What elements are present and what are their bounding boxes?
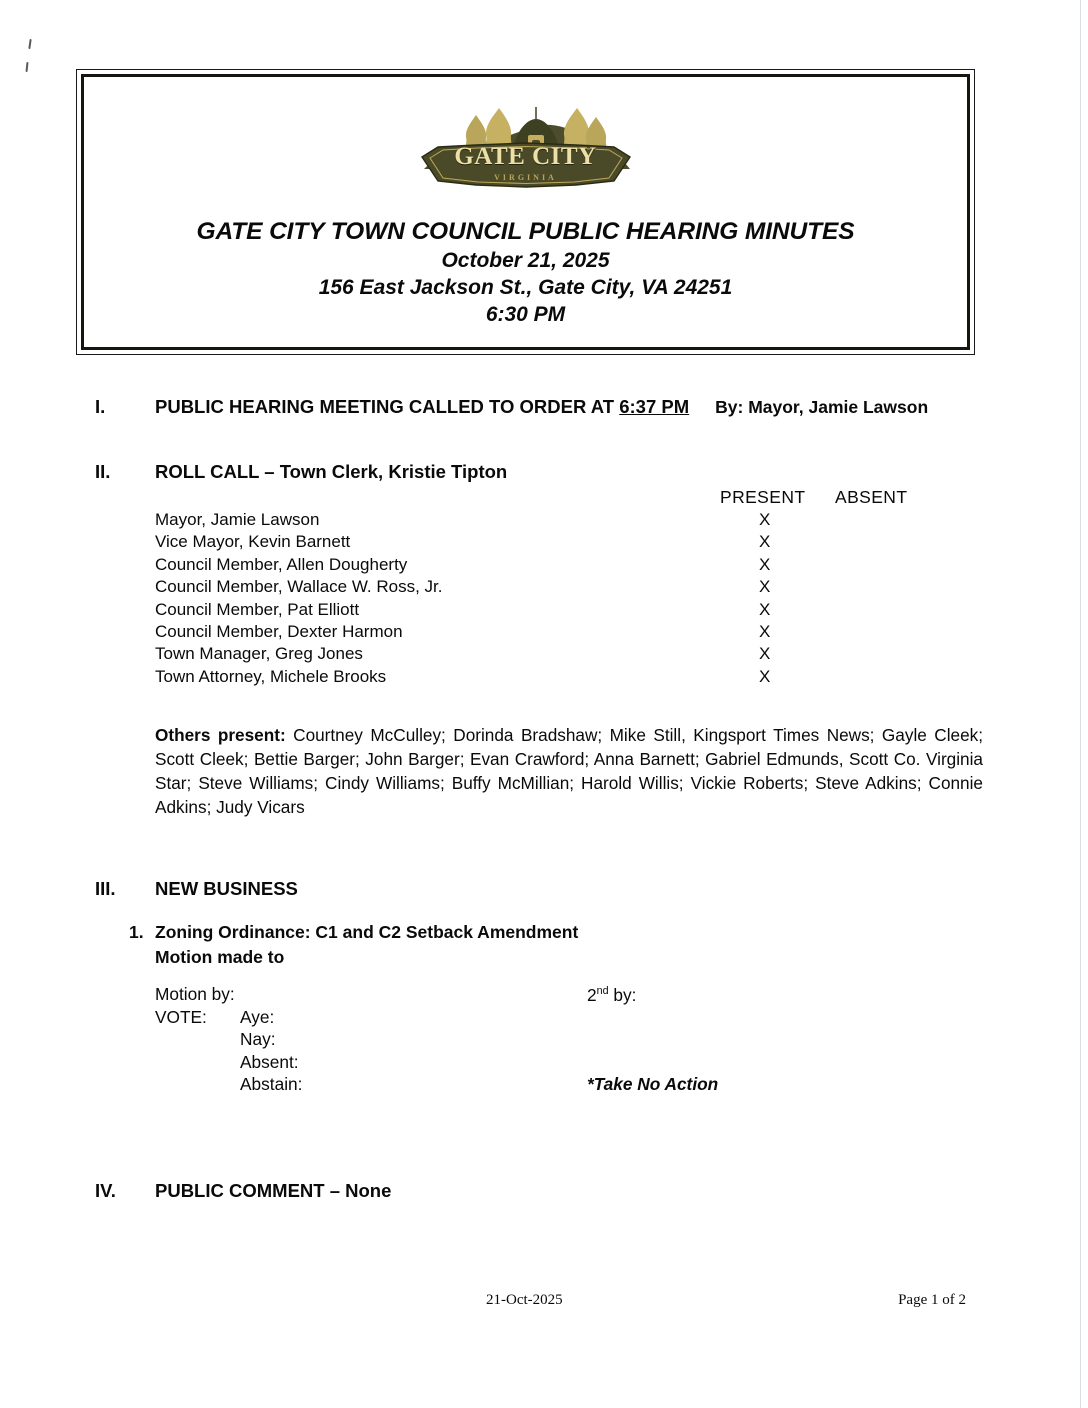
footer-date: 21-Oct-2025 xyxy=(486,1292,563,1308)
column-header-absent: ABSENT xyxy=(835,487,908,507)
logo-wordmark: GATE CITY xyxy=(454,143,597,170)
roll-call-present-mark: X xyxy=(759,666,771,686)
others-present-names: Courtney McCulley; Dorinda Bradshaw; Mike Still, Kingsport Times News; Gayle Cleek; Scott Cleek; Bettie Barger; John Barger; Evan Crawford; Anna Barnett; Gabriel Edmunds, Scott Co. Virginia Star; Steve Williams; Cindy Williams; Buffy McMillian; Harold Willis; Vickie Roberts; Steve Adkins; Connie Adkins; Judy Vicars xyxy=(155,725,984,818)
second-by-number: 2 xyxy=(587,984,597,1005)
meeting-time: 6:30 PM xyxy=(485,303,566,327)
roll-call-name: Council Member, Dexter Harmon xyxy=(155,621,403,641)
table-row xyxy=(155,644,965,666)
roll-call-name: Council Member, Allen Dougherty xyxy=(155,554,408,574)
town-logo xyxy=(84,95,967,199)
roll-call-present-mark: X xyxy=(759,599,771,619)
called-to-order-byline: By: Mayor, Jamie Lawson xyxy=(715,397,929,417)
vote-absent-row xyxy=(155,1051,855,1077)
roll-call-name: Mayor, Jamie Lawson xyxy=(155,510,320,529)
vote-abstain-label: Abstain: xyxy=(240,1074,303,1094)
section-3-heading: NEW BUSINESS xyxy=(155,878,298,899)
section-numeral-4: IV. xyxy=(95,1180,116,1201)
section-2-heading: ROLL CALL – Town Clerk, Kristie Tipton xyxy=(155,461,508,482)
section-4-heading: PUBLIC COMMENT – None xyxy=(155,1180,392,1201)
vote-block xyxy=(155,986,855,1099)
vote-aye-label: Aye: xyxy=(240,1006,275,1027)
table-row xyxy=(155,622,965,644)
table-row xyxy=(155,600,965,622)
second-by-ordinal-suffix: nd xyxy=(596,985,609,997)
roll-call-name: Council Member, Wallace W. Ross, Jr. xyxy=(155,577,443,597)
new-business-item-index: 1. xyxy=(129,922,144,942)
table-row xyxy=(155,577,965,599)
second-by-text: by: xyxy=(608,984,637,1005)
motion-by-row xyxy=(155,986,855,1009)
roll-call-name: Town Manager, Greg Jones xyxy=(155,644,363,664)
table-row xyxy=(155,510,965,532)
new-business-item-body xyxy=(155,920,829,970)
section-numeral-3: III. xyxy=(95,878,116,899)
header-border-inner xyxy=(81,74,970,350)
roll-call-name: Council Member, Pat Elliott xyxy=(155,599,360,619)
document-title: GATE CITY TOWN COUNCIL PUBLIC HEARING MINUTES xyxy=(196,218,855,245)
roll-call-present-mark: X xyxy=(759,644,771,664)
roll-call-name: Vice Mayor, Kevin Barnett xyxy=(155,532,351,552)
new-business-item-1 xyxy=(129,920,829,970)
table-row xyxy=(155,667,965,689)
section-public-comment xyxy=(95,1180,391,1202)
roll-call-present-mark: X xyxy=(759,532,771,552)
vote-label: VOTE: xyxy=(155,1006,207,1027)
scan-edge-line xyxy=(1080,0,1081,1408)
table-row xyxy=(155,555,965,577)
section-roll-call xyxy=(95,461,507,483)
roll-call-present-mark: X xyxy=(759,510,771,529)
others-present-paragraph xyxy=(155,723,983,819)
others-present-label: Others present: xyxy=(155,725,286,745)
section-called-to-order xyxy=(95,396,928,418)
take-no-action-note: *Take No Action xyxy=(587,1074,719,1094)
vote-absent-label: Absent: xyxy=(240,1051,299,1072)
roll-call-table xyxy=(155,487,965,689)
new-business-item-title: Zoning Ordinance: C1 and C2 Setback Amendment xyxy=(155,922,579,942)
section-numeral-1: I. xyxy=(95,396,106,417)
second-by-label xyxy=(587,986,636,1004)
footer-page-number: Page 1 of 2 xyxy=(898,1292,966,1308)
meeting-address: 156 East Jackson St., Gate City, VA 24251 xyxy=(318,276,733,300)
meeting-date: October 21, 2025 xyxy=(441,248,610,272)
vote-aye-row xyxy=(155,1006,855,1032)
roll-call-present-mark: X xyxy=(759,577,771,597)
roll-call-present-mark: X xyxy=(759,554,771,574)
new-business-item-subtitle: Motion made to xyxy=(155,946,285,967)
section-1-heading xyxy=(155,396,689,418)
section-new-business xyxy=(95,878,298,900)
called-to-order-label: PUBLIC HEARING MEETING CALLED TO ORDER AT xyxy=(155,396,620,417)
vote-nay-label: Nay: xyxy=(240,1029,276,1049)
column-header-present: PRESENT xyxy=(720,487,806,507)
scan-artifact-mark xyxy=(25,62,28,72)
logo-subtext: VIRGINIA xyxy=(494,173,557,182)
roll-call-present-mark: X xyxy=(759,621,771,641)
called-to-order-time: 6:37 PM xyxy=(619,396,690,417)
header-border-box xyxy=(76,69,975,355)
roll-call-header-row xyxy=(155,487,965,510)
table-row xyxy=(155,532,965,554)
scan-artifact-mark xyxy=(28,39,31,49)
vote-abstain-row xyxy=(155,1076,855,1099)
header-title-block xyxy=(84,217,967,329)
roll-call-name: Town Attorney, Michele Brooks xyxy=(155,666,387,686)
roll-call-rows xyxy=(155,510,965,689)
vote-nay-row xyxy=(155,1031,855,1054)
motion-by-label: Motion by: xyxy=(155,984,235,1004)
section-numeral-2: II. xyxy=(95,461,111,482)
